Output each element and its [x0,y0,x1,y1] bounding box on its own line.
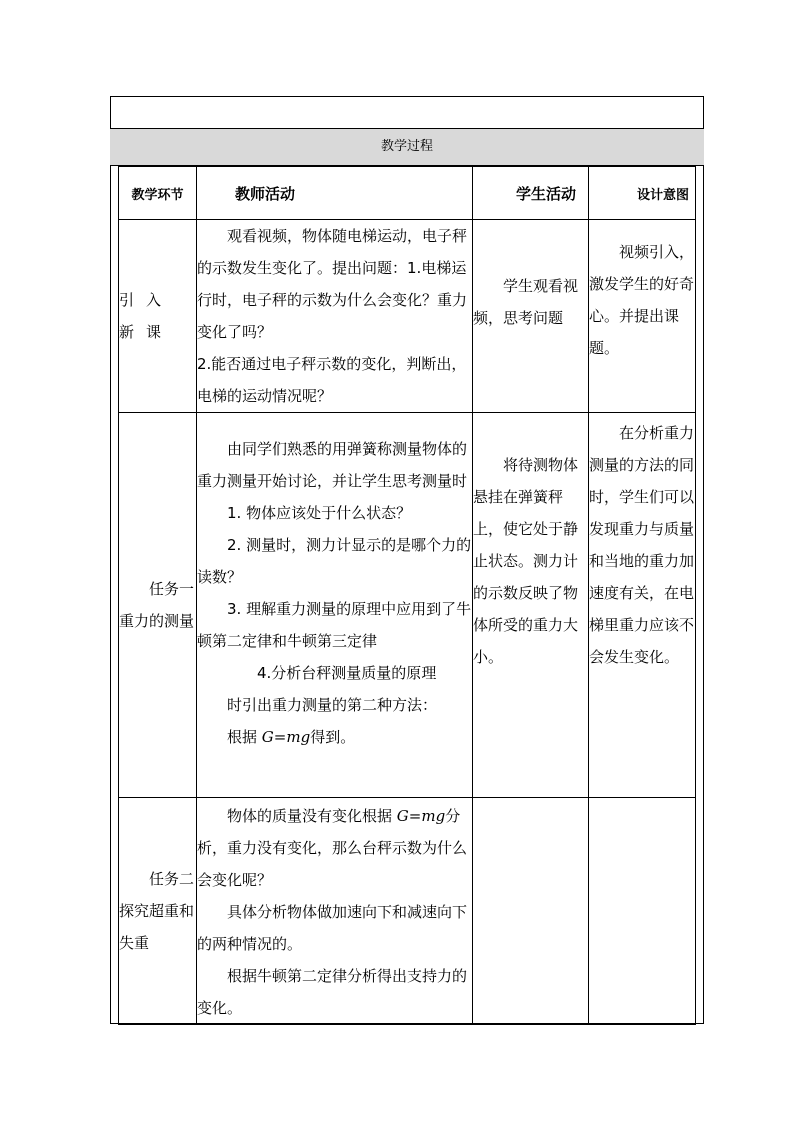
stage-cell [119,413,197,798]
teacher-cell [197,220,473,413]
teacher-paragraph: 由同学们熟悉的用弹簧称测量物体的重力测量开始讨论，并让学生思考测量时 [197,440,468,490]
teacher-paragraph: 时引出重力测量的第二种方法： [227,696,438,714]
teacher-text: 分析，重力没有变化，那么台秤示数为什么会变化呢？ [197,807,468,889]
header-stage: 教学环节 [119,167,197,220]
table-row [119,798,696,1025]
design-cell [589,220,696,413]
design-text: 视频引入，激发学生的好奇心。并提出课题。 [589,243,695,357]
design-text: 在分析重力测量的方法的同时，学生们可以发现重力与质量和当地的重力加速度有关，在电梯里重力应该不会发生变化。 [589,424,695,666]
header-student: 学生活动 [473,167,589,220]
teacher-text: 得到。 [310,728,356,746]
table-row [119,413,696,798]
header-teacher: 教师活动 [197,167,473,220]
stage-label: 任务一重力的测量 [119,580,195,630]
formula: G=mg [261,728,311,746]
teacher-list-item: 4.分析台秤测量质量的原理 [257,664,437,682]
student-cell [473,798,589,1025]
teacher-text: 物体的质量没有变化根据 [227,807,393,825]
student-text: 将待测物体悬挂在弹簧秤上，使它处于静止状态。测力计的示数反映了物体所受的重力大小。 [473,456,579,666]
header-row [119,167,696,220]
section-title: 教学过程 [380,139,433,154]
section-header-band [110,128,704,166]
lesson-table [118,166,696,1025]
teacher-text: 根据 [227,728,258,746]
teacher-list-item: 1. 物体应该处于什么状态？ [227,504,412,522]
teacher-paragraph: 根据牛顿第二定律分析得出支持力的变化。 [197,967,468,1017]
student-cell [473,220,589,413]
stage-cell [119,220,197,413]
teacher-cell [197,413,473,798]
formula: G=mg [396,807,446,825]
design-cell [589,413,696,798]
teacher-paragraph [197,721,472,753]
stage-label: 引入新课 [119,291,174,341]
teacher-cell [197,798,473,1025]
teacher-paragraph [197,800,472,896]
design-cell [589,798,696,1025]
student-cell [473,413,589,798]
teacher-list-item: 2. 测量时，测力计显示的是哪个力的读数？ [197,536,472,586]
teacher-paragraph: 具体分析物体做加速向下和减速向下的两种情况的。 [197,903,468,953]
teacher-list-item: 3. 理解重力测量的原理中应用到了牛顿第二定律和牛顿第三定律 [197,600,472,650]
header-design: 设计意图 [589,167,696,220]
teacher-paragraph: 观看视频，物体随电梯运动，电子秤的示数发生变化了。提出问题：1.电梯运行时，电子秤的示数为什么会变化？重力变化了吗？ [197,227,468,341]
teacher-paragraph: 2.能否通过电子秤示数的变化，判断出，电梯的运动情况呢？ [197,355,467,405]
student-text: 学生观看视频，思考问题 [473,277,579,327]
stage-cell [119,798,197,1025]
table-row [119,220,696,413]
stage-label: 任务二探究超重和失重 [119,870,195,952]
